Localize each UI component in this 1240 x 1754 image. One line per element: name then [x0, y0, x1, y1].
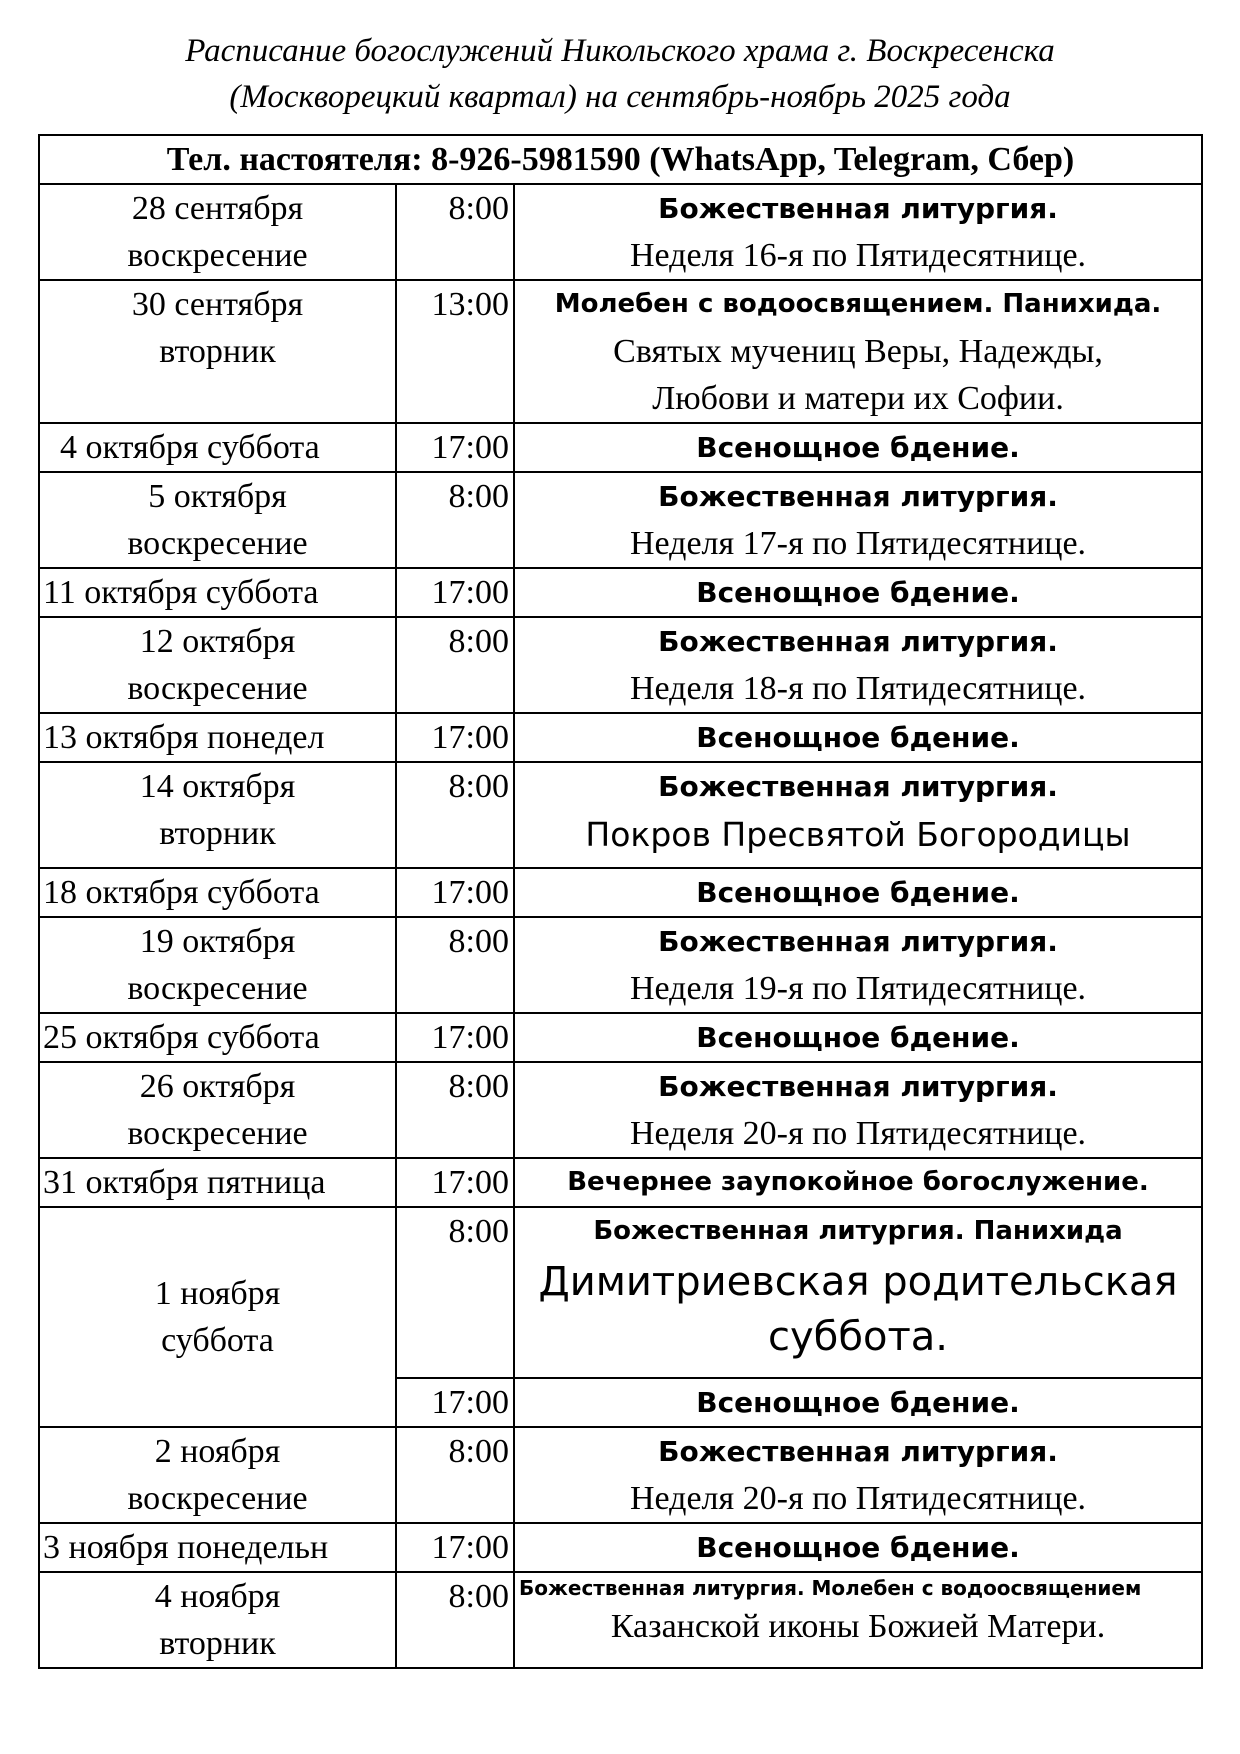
service-cell [514, 1378, 1202, 1427]
weekday-text: вторник [159, 815, 276, 852]
service-cell [514, 762, 1202, 868]
table-row [39, 713, 1202, 762]
time-cell: 8:00 [396, 1572, 514, 1668]
service-title: Всенощное бдение. [696, 1386, 1020, 1419]
service-title: Всенощное бдение. [696, 431, 1020, 464]
time-cell: 17:00 [396, 1378, 514, 1427]
service-title: Всенощное бдение. [696, 876, 1020, 909]
service-title: Всенощное бдение. [696, 1531, 1020, 1564]
document-title [0, 28, 1240, 120]
service-title: Божественная литургия. Молебен с водоосвящением [519, 1576, 1142, 1600]
weekday-text: воскресение [127, 237, 308, 274]
service-cell [514, 713, 1202, 762]
service-note: Неделя 20-я по Пятидесятнице. [629, 1480, 1087, 1517]
table-row [39, 423, 1202, 472]
time-cell: 13:00 [396, 280, 514, 423]
date-cell [39, 1207, 396, 1427]
date-cell: 11 октября суббота [39, 568, 396, 617]
time-cell: 8:00 [396, 1427, 514, 1523]
table-row [39, 1062, 1202, 1158]
title-line-2: (Москворецкий квартал) на сентябрь-ноябрь 2025 года [229, 79, 1011, 115]
weekday-text: воскресение [127, 670, 308, 707]
service-note: Неделя 16-я по Пятидесятнице. [629, 237, 1087, 274]
service-cell [514, 1062, 1202, 1158]
time-cell: 8:00 [396, 917, 514, 1013]
weekday-text: суббота [161, 1322, 274, 1359]
date-cell: 4 октября суббота [39, 423, 396, 472]
table-row [39, 1572, 1202, 1668]
service-note: Святых мучениц Веры, Надежды, [613, 333, 1103, 370]
time-cell: 17:00 [396, 568, 514, 617]
service-note-line-2: суббота. [768, 1314, 948, 1360]
weekday-text: воскресение [127, 970, 308, 1007]
date-cell: 3 ноября понедельн [39, 1523, 396, 1572]
service-title: Всенощное бдение. [696, 1021, 1020, 1054]
date-cell [39, 917, 396, 1013]
service-title: Божественная литургия. [658, 770, 1058, 803]
date-cell [39, 1427, 396, 1523]
table-row [39, 1427, 1202, 1523]
service-note: Неделя 19-я по Пятидесятнице. [629, 970, 1087, 1007]
service-cell [514, 472, 1202, 568]
date-text: 19 октября [139, 923, 296, 960]
time-cell: 17:00 [396, 423, 514, 472]
table-row [39, 868, 1202, 917]
date-cell: 25 октября суббота [39, 1013, 396, 1062]
date-text: 5 октября [148, 478, 287, 515]
date-cell [39, 184, 396, 280]
time-cell: 8:00 [396, 472, 514, 568]
date-text: 2 ноября [154, 1433, 281, 1470]
date-cell [39, 472, 396, 568]
table-row [39, 1158, 1202, 1207]
service-cell [514, 868, 1202, 917]
date-cell [39, 1572, 396, 1668]
table-row [39, 1523, 1202, 1572]
time-cell: 8:00 [396, 1062, 514, 1158]
service-cell [514, 1427, 1202, 1523]
weekday-text: воскресение [127, 525, 308, 562]
service-note: Неделя 17-я по Пятидесятнице. [629, 525, 1087, 562]
time-cell: 8:00 [396, 1207, 514, 1378]
service-title: Всенощное бдение. [696, 721, 1020, 754]
time-cell: 17:00 [396, 1523, 514, 1572]
date-text: 1 ноября [154, 1275, 281, 1312]
phone-row [39, 135, 1202, 184]
weekday-text: воскресение [127, 1480, 308, 1517]
table-row [39, 917, 1202, 1013]
service-title: Вечернее заупокойное богослужение. [567, 1167, 1149, 1197]
table-row [39, 1013, 1202, 1062]
service-title: Божественная литургия. [658, 192, 1058, 225]
date-text: 28 сентября [131, 190, 304, 227]
date-cell: 18 октября суббота [39, 868, 396, 917]
time-cell: 17:00 [396, 713, 514, 762]
weekday-text: воскресение [127, 1115, 308, 1152]
service-title: Божественная литургия. Панихида [593, 1216, 1123, 1246]
date-text: 4 ноября [154, 1578, 281, 1615]
service-title: Божественная литургия. [658, 1435, 1058, 1468]
title-line-1: Расписание богослужений Никольского храма г. Воскресенска [185, 33, 1055, 69]
service-cell [514, 423, 1202, 472]
time-cell: 8:00 [396, 762, 514, 868]
service-title: Молебен с водоосвящением. Панихида. [554, 289, 1162, 319]
date-cell [39, 280, 396, 423]
service-cell [514, 617, 1202, 713]
table-row [39, 617, 1202, 713]
service-cell [514, 568, 1202, 617]
service-note: Казанской иконы Божией Матери. [610, 1608, 1106, 1645]
service-note: Неделя 20-я по Пятидесятнице. [629, 1115, 1087, 1152]
rector-phone: Тел. настоятеля: 8-926-5981590 (WhatsApp, Telegram, Сбер) [39, 135, 1202, 184]
service-note: Неделя 18-я по Пятидесятнице. [629, 670, 1087, 707]
service-cell [514, 1158, 1202, 1207]
service-title: Божественная литургия. [658, 1070, 1058, 1103]
service-title: Божественная литургия. [658, 925, 1058, 958]
date-cell: 31 октября пятница [39, 1158, 396, 1207]
table-row [39, 184, 1202, 280]
date-text: 26 октября [139, 1068, 296, 1105]
table-row [39, 762, 1202, 868]
service-cell [514, 1207, 1202, 1378]
service-note-line-2: Любови и матери их Софии. [652, 380, 1064, 417]
service-cell [514, 184, 1202, 280]
service-cell [514, 917, 1202, 1013]
time-cell: 17:00 [396, 1013, 514, 1062]
table-row [39, 472, 1202, 568]
date-cell [39, 762, 396, 868]
table-row [39, 568, 1202, 617]
table-row [39, 280, 1202, 423]
weekday-text: вторник [159, 333, 276, 370]
date-text: 30 сентября [131, 286, 304, 323]
service-cell [514, 1572, 1202, 1668]
table-row [39, 1207, 1202, 1378]
time-cell: 8:00 [396, 617, 514, 713]
schedule-table [38, 134, 1203, 1669]
time-cell: 17:00 [396, 868, 514, 917]
service-note: Покров Пресвятой Богородицы [585, 815, 1131, 854]
service-cell [514, 1523, 1202, 1572]
service-note: Димитриевская родительская [538, 1259, 1178, 1305]
date-text: 14 октября [139, 768, 296, 805]
date-cell: 13 октября понедел [39, 713, 396, 762]
date-cell [39, 617, 396, 713]
service-cell [514, 280, 1202, 423]
weekday-text: вторник [159, 1625, 276, 1662]
time-cell: 17:00 [396, 1158, 514, 1207]
date-text: 12 октября [139, 623, 296, 660]
date-cell [39, 1062, 396, 1158]
service-title: Божественная литургия. [658, 480, 1058, 513]
time-cell: 8:00 [396, 184, 514, 280]
service-cell [514, 1013, 1202, 1062]
service-title: Божественная литургия. [658, 625, 1058, 658]
service-title: Всенощное бдение. [696, 576, 1020, 609]
